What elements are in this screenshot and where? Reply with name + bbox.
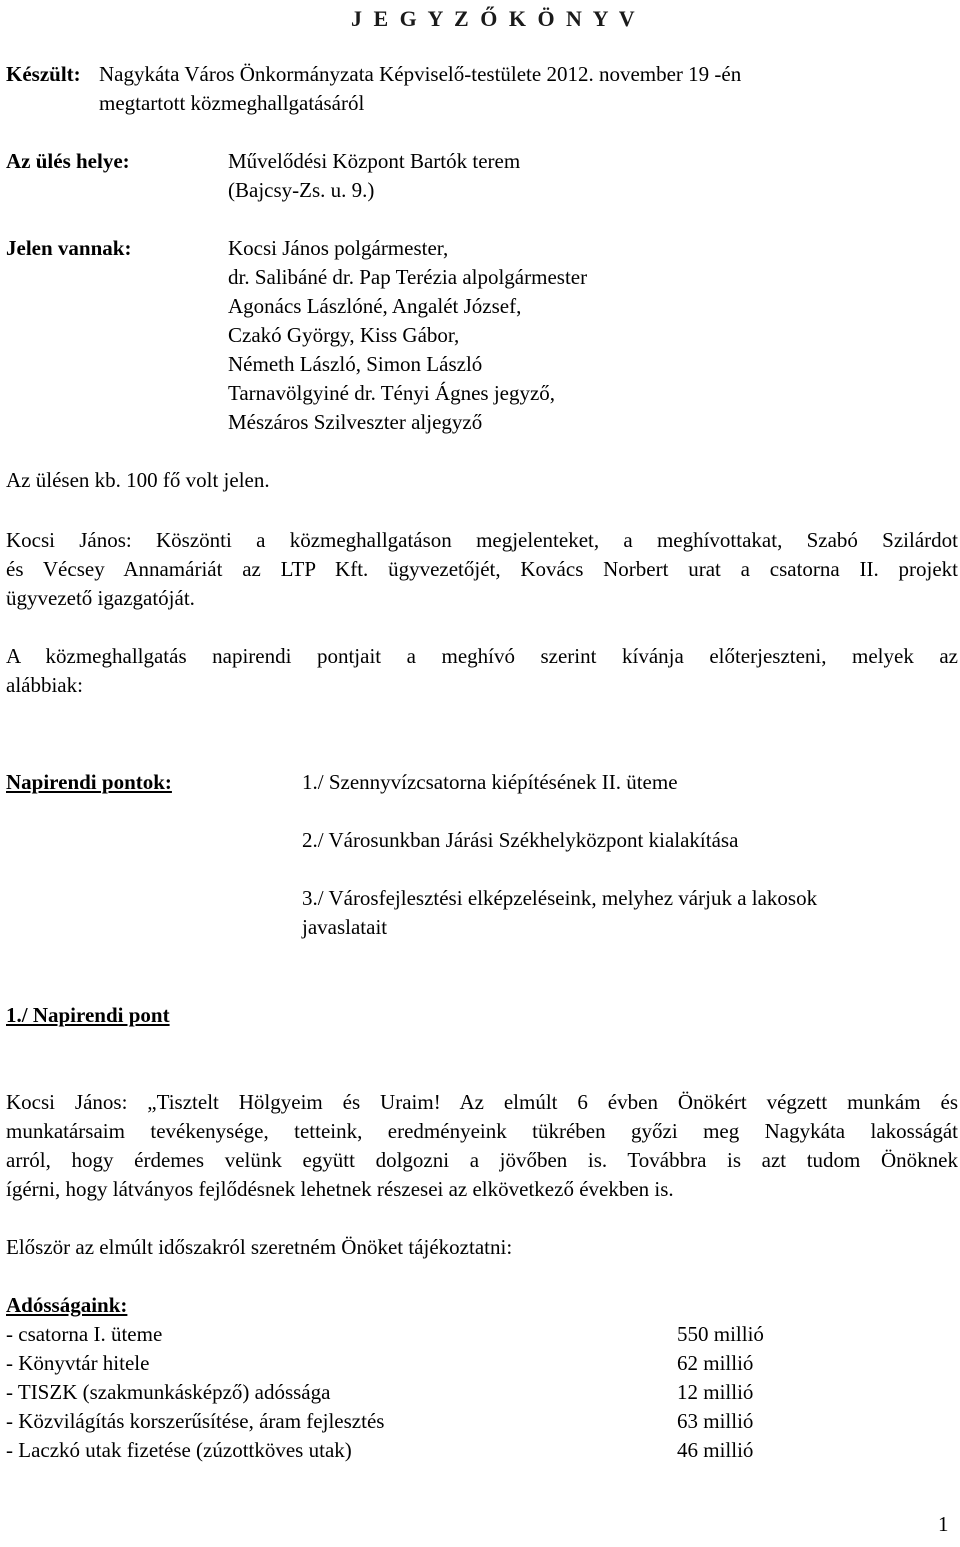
speech-line: ígérni, hogy látványos fejlődésnek lehetnek részesei az elkövetkező években is. bbox=[6, 1177, 674, 1201]
attendee-line: Tarnavölgyiné dr. Tényi Ágnes jegyző, bbox=[228, 381, 556, 405]
agenda-label: Napirendi pontok: bbox=[6, 770, 172, 794]
keszult-line-2: megtartott közmeghallgatásáról bbox=[99, 91, 365, 115]
present-count: Az ülésen kb. 100 fő volt jelen. bbox=[6, 468, 270, 492]
agenda-item-1: 1./ Szennyvízcsatorna kiépítésének II. üteme bbox=[302, 770, 678, 794]
section-heading: 1./ Napirendi pont bbox=[6, 1003, 170, 1027]
debt-item-amount: 550 millió bbox=[677, 1322, 764, 1346]
intro-line: Kocsi János: Köszönti a közmeghallgatáson megjelenteket, a meghívottakat, Szabó Szilárdot bbox=[6, 528, 958, 552]
attendee-line: Németh László, Simon László bbox=[228, 352, 483, 376]
location-label: Az ülés helye: bbox=[6, 149, 130, 173]
location-line-2: (Bajcsy-Zs. u. 9.) bbox=[228, 178, 375, 202]
intro-line: ügyvezető igazgatóját. bbox=[6, 586, 195, 610]
agenda-intro-line: alábbiak: bbox=[6, 673, 83, 697]
attendee-line: Czakó György, Kiss Gábor, bbox=[228, 323, 460, 347]
attendee-line: dr. Salibáné dr. Pap Terézia alpolgármester bbox=[228, 265, 588, 289]
attendee-line: Mészáros Szilveszter aljegyző bbox=[228, 410, 483, 434]
agenda-intro-line: A közmeghallgatás napirendi pontjait a meghívó szerint kívánja előterjeszteni, melyek az bbox=[6, 644, 958, 668]
debt-item-label: - Közvilágítás korszerűsítése, áram fejlesztés bbox=[6, 1409, 385, 1433]
location-line-1: Művelődési Központ Bartók terem bbox=[228, 149, 521, 173]
debt-item-amount: 46 millió bbox=[677, 1438, 754, 1462]
debt-item-label: - Könyvtár hitele bbox=[6, 1351, 150, 1375]
document-title: J E G Y Z Ő K Ö N Y V bbox=[351, 6, 638, 31]
attendees-label: Jelen vannak: bbox=[6, 236, 132, 260]
debts-heading: Adósságaink: bbox=[6, 1293, 128, 1317]
info-line: Először az elmúlt időszakról szeretném Önöket tájékoztatni: bbox=[6, 1235, 513, 1259]
debt-item-label: - csatorna I. üteme bbox=[6, 1322, 163, 1346]
debt-item-amount: 12 millió bbox=[677, 1380, 754, 1404]
debt-item-amount: 63 millió bbox=[677, 1409, 754, 1433]
debt-item-label: - Laczkó utak fizetése (zúzottköves utak) bbox=[6, 1438, 352, 1462]
agenda-item-2: 2./ Városunkban Járási Székhelyközpont kialakítása bbox=[302, 828, 739, 852]
debt-item-amount: 62 millió bbox=[677, 1351, 754, 1375]
intro-line: és Vécsey Annamáriát az LTP Kft. ügyvezetőjét, Kovács Norbert urat a csatorna II. projekt bbox=[6, 557, 958, 581]
page-number: 1 bbox=[938, 1512, 949, 1536]
speech-line: Kocsi János: „Tisztelt Hölgyeim és Uraim! Az elmúlt 6 évben Önökért végzett munkám és bbox=[6, 1090, 958, 1114]
keszult-line-1: Nagykáta Város Önkormányzata Képviselő-testülete 2012. november 19 -én bbox=[99, 62, 742, 86]
speech-line: arról, hogy érdemes velünk együtt dolgozni a jövőben is. Továbbra is azt tudom Önöknek bbox=[6, 1148, 958, 1172]
debt-item-label: - TISZK (szakmunkásképző) adóssága bbox=[6, 1380, 331, 1404]
speech-line: munkatársaim tevékenysége, tetteink, eredményeink tükrében győzi meg Nagykáta lakosságát bbox=[6, 1119, 958, 1143]
agenda-item-3-line-1: 3./ Városfejlesztési elképzeléseink, melyhez várjuk a lakosok bbox=[302, 886, 818, 910]
agenda-item-3-line-2: javaslatait bbox=[302, 915, 388, 939]
attendee-line: Kocsi János polgármester, bbox=[228, 236, 449, 260]
keszult-label: Készült: bbox=[6, 62, 81, 86]
attendee-line: Agonács Lászlóné, Angalét József, bbox=[228, 294, 522, 318]
